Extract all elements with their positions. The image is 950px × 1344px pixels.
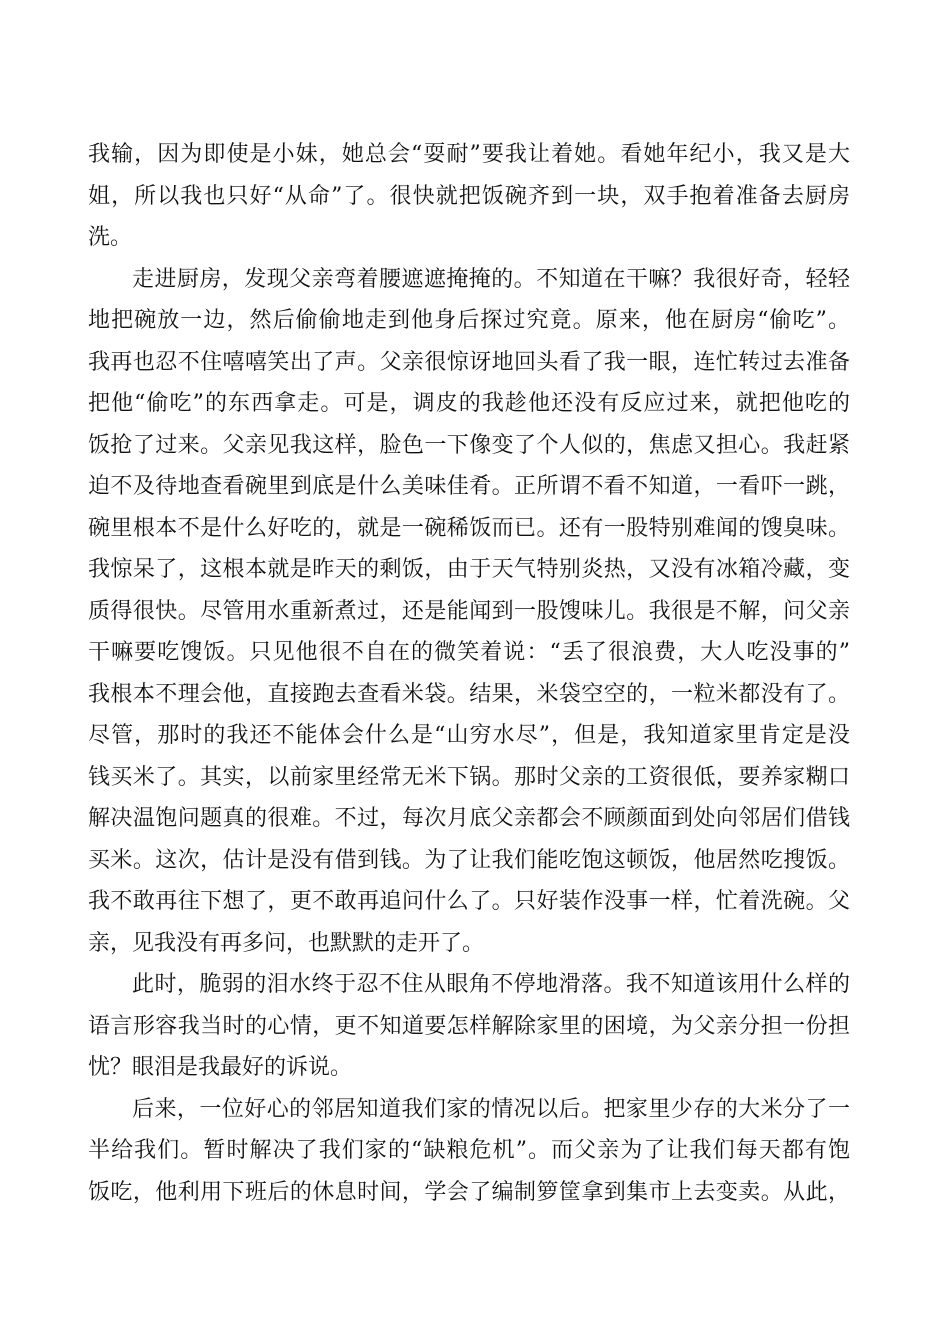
text-line: 我再也忍不住嘻嘻笑出了声。父亲很惊讶地回头看了我一眼，连忙转过去准备 <box>88 349 850 375</box>
paragraph <box>88 964 850 1089</box>
text-line: 把他“偷吃”的东西拿走。可是，调皮的我趁他还没有反应过来，就把他吃的 <box>88 391 850 416</box>
text-line: 我输，因为即使是小妹，她总会“耍耐”要我让着她。看她年纪小，我又是大 <box>88 142 850 167</box>
text-line: 钱买米了。其实，以前家里经常无米下锅。那时父亲的工资很低，要养家糊口 <box>88 764 850 790</box>
text-line: 碗里根本不是什么好吃的，就是一碗稀饭而已。还有一股特别难闻的馊臭味。 <box>88 515 850 541</box>
text-line: 此时，脆弱的泪水终于忍不住从眼角不停地滑落。我不知道该用什么样的 <box>132 972 850 997</box>
text-line: 忧？眼泪是我最好的诉说。 <box>88 1055 353 1080</box>
text-line: 洗。 <box>88 225 133 250</box>
text-line: 语言形容我当时的心情，更不知道要怎样解除家里的困境，为父亲分担一份担 <box>88 1013 850 1039</box>
document-body <box>88 134 850 1213</box>
text-line: 解决温饱问题真的很难。不过，每次月底父亲都会不顾颜面到处向邻居们借钱 <box>88 806 850 831</box>
text-line: 迫不及待地查看碗里到底是什么美味佳肴。正所谓不看不知道，一看吓一跳， <box>88 474 850 499</box>
text-line: 干嘛要吃馊饭。只见他很不自在的微笑着说：“丢了很浪费，大人吃没事的” <box>88 640 850 665</box>
text-line: 我惊呆了，这根本就是昨天的剩饭，由于天气特别炎热，又没有冰箱冷藏，变 <box>88 557 850 582</box>
text-line: 我根本不理会他，直接跑去查看米袋。结果，米袋空空的，一粒米都没有了。 <box>88 681 850 707</box>
text-line: 亲，见我没有再多问，也默默的走开了。 <box>88 930 485 956</box>
paragraph <box>88 134 850 259</box>
text-line: 地把碗放一边，然后偷偷地走到他身后探过究竟。原来，他在厨房“偷吃”。 <box>88 308 850 333</box>
paragraph <box>88 1089 850 1214</box>
text-line: 姐，所以我也只好“从命”了。很快就把饭碗齐到一块，双手抱着准备去厨房 <box>88 183 850 209</box>
text-line: 尽管，那时的我还不能体会什么是“山穷水尽”，但是，我知道家里肯定是没 <box>88 723 850 748</box>
text-line: 饭抢了过来。父亲见我这样，脸色一下像变了个人似的，焦虑又担心。我赶紧 <box>88 432 850 458</box>
text-line: 我不敢再往下想了，更不敢再追问什么了。只好装作没事一样，忙着洗碗。父 <box>88 889 850 914</box>
text-line: 饭吃，他利用下班后的休息时间，学会了编制箩筐拿到集市上去变卖。从此， <box>88 1179 850 1205</box>
text-line: 后来，一位好心的邻居知道我们家的情况以后。把家里少存的大米分了一 <box>132 1096 850 1122</box>
text-line: 半给我们。暂时解决了我们家的“缺粮危机”。而父亲为了让我们每天都有饱 <box>88 1138 850 1163</box>
paragraph <box>88 259 850 965</box>
text-line: 走进厨房，发现父亲弯着腰遮遮掩掩的。不知道在干嘛？我很好奇，轻轻 <box>132 266 850 292</box>
text-line: 质得很快。尽管用水重新煮过，还是能闻到一股馊味儿。我很是不解，问父亲 <box>88 598 850 624</box>
text-line: 买米。这次，估计是没有借到钱。为了让我们能吃饱这顿饭，他居然吃搜饭。 <box>88 847 850 873</box>
